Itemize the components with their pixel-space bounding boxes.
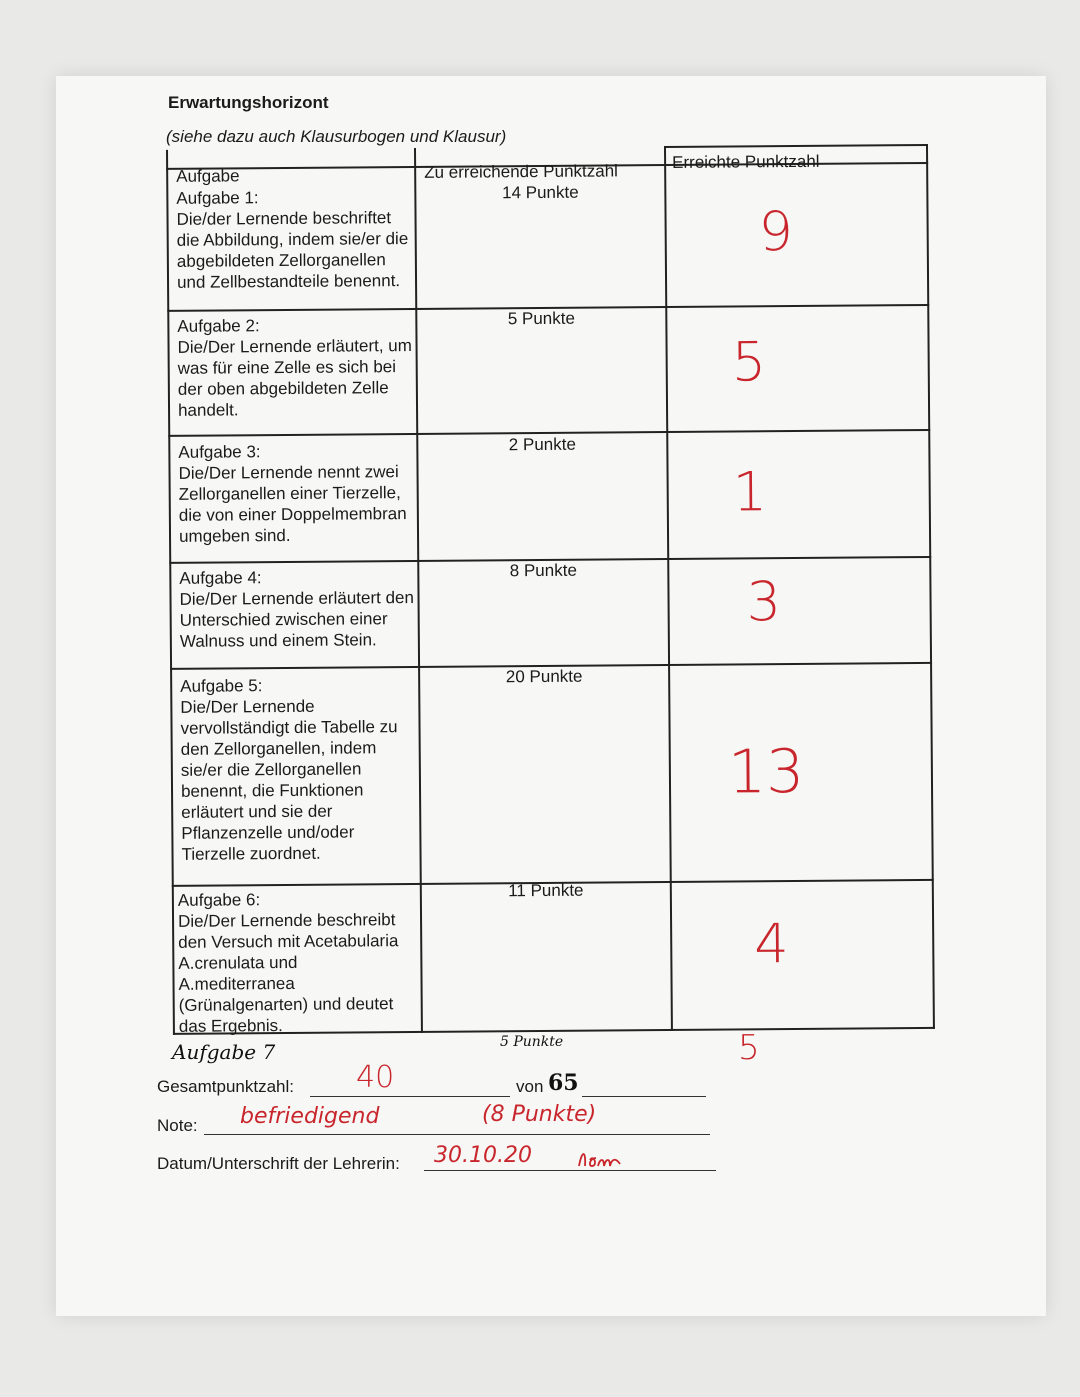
- total-label: Gesamtpunktzahl:: [157, 1077, 295, 1096]
- signature-label: Datum/Unterschrift der Lehrerin:: [157, 1154, 400, 1173]
- header-achieved-points: Erreichte Punktzahl: [672, 151, 820, 172]
- of-label: von: [516, 1077, 544, 1096]
- max-points-4: 8 Punkte: [509, 560, 577, 581]
- extra-task-max-points: 5 Punkte: [500, 1034, 564, 1050]
- task-description: Die/Der Lernende vervollständigt die Tabelle zu den Zellorganellen, indem sie/er die Zellorganellen benennt, die Funktionen erläutert und sie der Pflanzenzelle und/oder Tierzelle zuordnet.: [180, 696, 398, 864]
- achieved-points-6: 4: [754, 912, 789, 976]
- grading-table: [158, 144, 935, 1035]
- document-title: Erwartungshorizont: [168, 93, 329, 112]
- max-points-2: 5 Punkte: [507, 308, 575, 329]
- task-label: Aufgabe 4:: [179, 568, 262, 588]
- header-task: Aufgabe: [176, 166, 240, 186]
- max-points-6: 11 Punkte: [508, 880, 584, 901]
- total-value: 40: [356, 1060, 395, 1095]
- task-description: Die/Der Lernende erläutert, um was für eine Zelle es sich bei der oben abgebildeten Zelle handelt.: [177, 336, 412, 420]
- of-value: 65: [548, 1070, 579, 1096]
- task-description: Die/Der Lernende beschreibt den Versuch mit Acetabularia A.crenulata und A.mediterranea (Grünalgenarten) und deutet das Ergebnis.: [177, 910, 399, 1036]
- achieved-points-5: 13: [727, 736, 805, 808]
- task-label: Aufgabe 5:: [180, 676, 263, 696]
- task-label: Aufgabe 1:: [176, 188, 259, 208]
- header-max-points: Zu erreichende Punktzahl: [424, 161, 618, 182]
- total-underline: [310, 1096, 510, 1097]
- table-row: [178, 888, 417, 1037]
- achieved-points-3: 1: [732, 460, 768, 524]
- task-description: Die/Der Lernende erläutert den Unterschied zwischen einer Walnuss und einem Stein.: [179, 588, 414, 651]
- teacher-signature-icon: [576, 1146, 624, 1170]
- task-label: Aufgabe 6:: [177, 890, 261, 910]
- grade-value: befriedigend: [240, 1104, 380, 1129]
- achieved-points-4: 3: [746, 570, 782, 634]
- table-row: [178, 440, 415, 547]
- grade-points: (8 Punkte): [482, 1102, 597, 1127]
- table-row: [176, 186, 413, 293]
- task-label: Aufgabe 2:: [177, 316, 260, 336]
- max-points-5: 20 Punkte: [505, 666, 583, 687]
- max-points-3: 2 Punkte: [508, 434, 576, 455]
- task-description: Die/Der Lernende nennt zwei Zellorganellen einer Tierzelle, die von einer Doppelmembran umgeben sind.: [178, 462, 407, 546]
- grade-underline: [204, 1134, 710, 1135]
- table-row: [179, 566, 416, 652]
- task-description: Die/der Lernende beschriftet die Abbildung, indem sie/er die abgebildeten Zellorganellen und Zellbestandteile benennt.: [176, 208, 409, 292]
- max-points-1: 14 Punkte: [501, 182, 579, 203]
- table-row: [177, 314, 414, 421]
- of-underline: [582, 1096, 706, 1097]
- achieved-points-2: 5: [731, 330, 767, 394]
- table-row: [180, 674, 417, 865]
- grade-label: Note:: [157, 1116, 198, 1135]
- achieved-points-1: 9: [758, 200, 794, 264]
- table-border-left: [166, 150, 175, 1035]
- document-subtitle: (siehe dazu auch Klausurbogen und Klausur): [166, 127, 507, 146]
- task-label: Aufgabe 3:: [178, 442, 261, 462]
- extra-task-label: Aufgabe 7: [172, 1040, 276, 1064]
- signature-date: 30.10.20: [434, 1143, 532, 1168]
- extra-task-achieved: 5: [738, 1028, 760, 1068]
- signature-underline: [424, 1170, 716, 1171]
